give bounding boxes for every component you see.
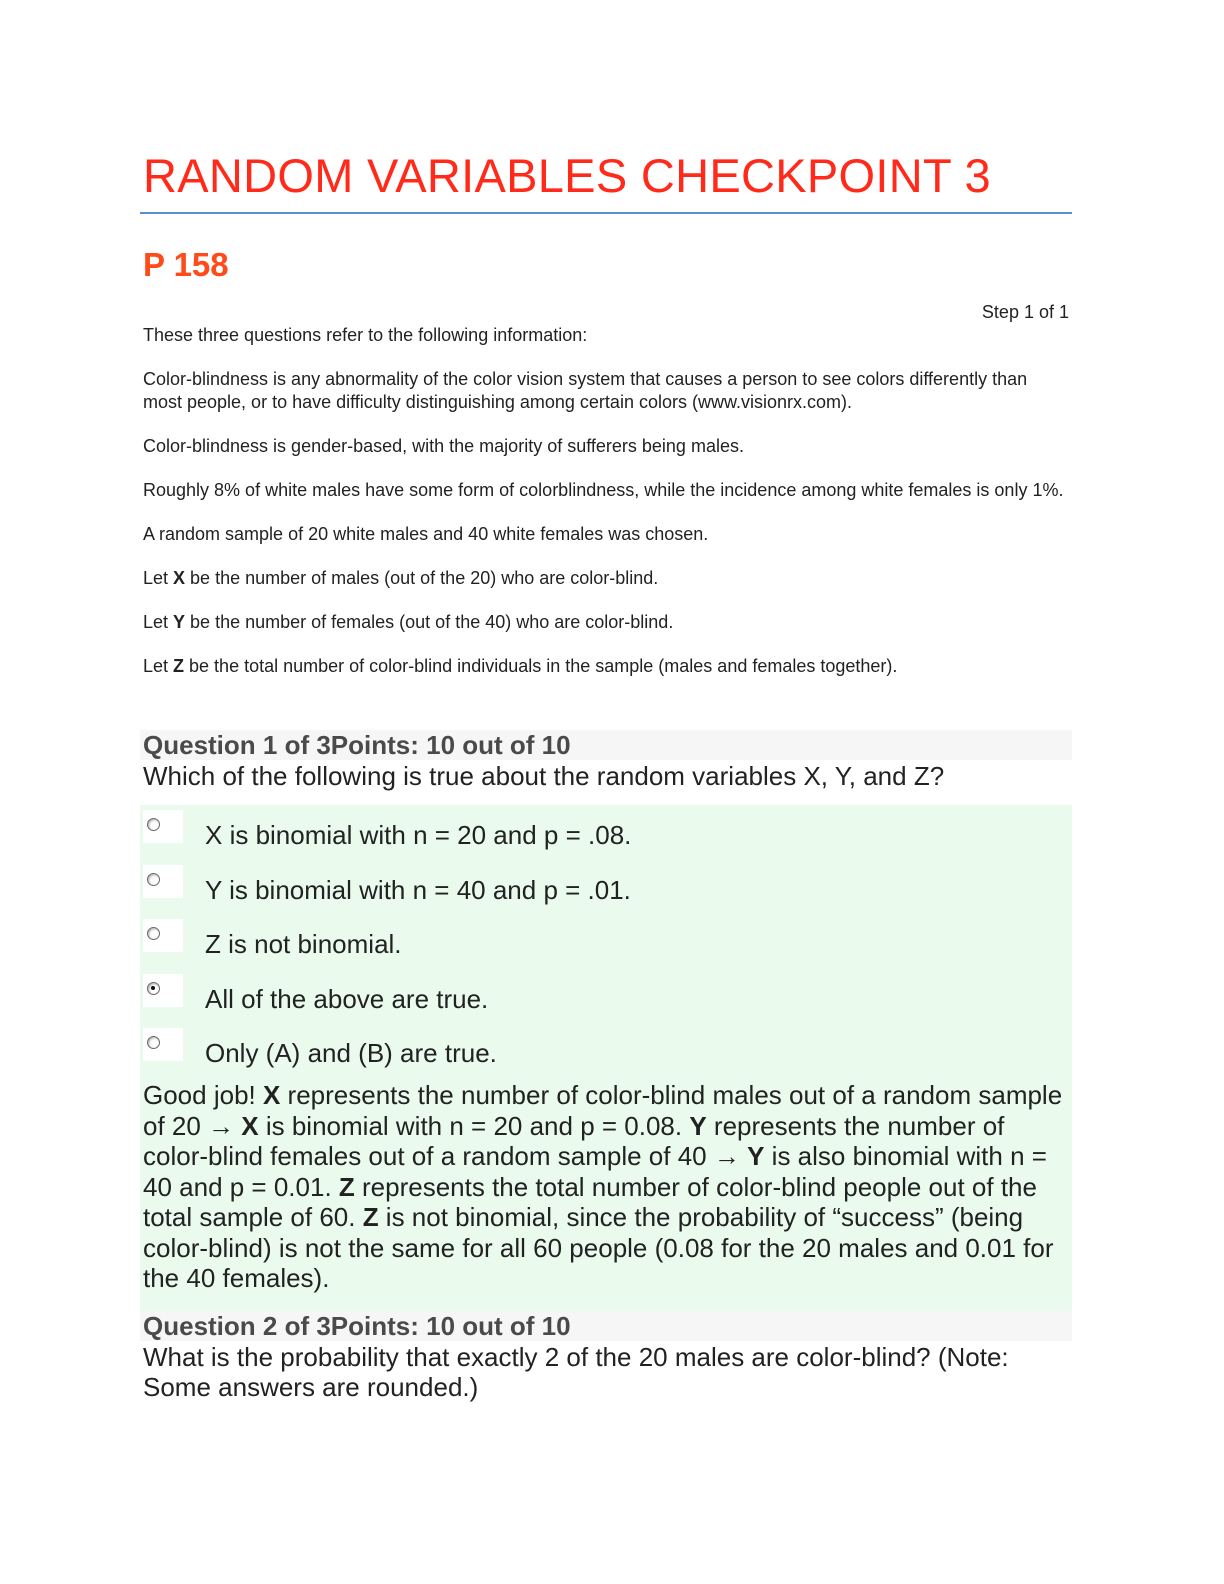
option-label: Only (A) and (B) are true. (205, 1038, 497, 1068)
variable-y-definition: Let Y be the number of females (out of the 40) who are color-blind. (143, 612, 674, 632)
answer-feedback: Good job! X represents the number of color-blind males out of a random sample of 20 → X is binomial with n = 20 and p = 0.08. Y represents the number of color-blind females out of a random sample of 40 → Y is also binomial with n = 40 and p = 0.01. Z represents the total number of color-blind people out of the total sample of 60. Z is not binomial, since the probability of “success” (being color-blind) is not the same for all 60 people (0.08 for the 20 males and 0.01 for the 40 females). (143, 1080, 1063, 1293)
variable-x-definition: Let X be the number of males (out of the 20) who are color-blind. (143, 568, 659, 588)
option-label: Z is not binomial. (205, 929, 402, 959)
radio-button[interactable] (147, 818, 160, 831)
question-1-prompt: Which of the following is true about the random variables X, Y, and Z? (143, 761, 945, 791)
answer-option-b[interactable] (143, 865, 1069, 915)
question-2-prompt: What is the probability that exactly 2 of the 20 males are color-blind? (Note: Some answers are rounded.) (143, 1342, 1009, 1402)
option-label: X is binomial with n = 20 and p = .08. (205, 820, 632, 850)
radio-button[interactable] (147, 1036, 160, 1049)
intro-paragraph: A random sample of 20 white males and 40 white females was chosen. (143, 524, 709, 544)
option-label: Y is binomial with n = 40 and p = .01. (205, 875, 631, 905)
answer-option-a[interactable] (143, 810, 1069, 860)
intro-lead: These three questions refer to the following information: (143, 325, 588, 345)
answer-option-d[interactable] (143, 974, 1069, 1024)
document-title: RANDOM VARIABLES CHECKPOINT 3 (143, 149, 991, 202)
question-2-header: Question 2 of 3Points: 10 out of 10 (140, 1311, 1072, 1341)
intro-paragraph: Color-blindness is any abnormality of the color vision system that causes a person to see colors differently than most people, or to have difficulty distinguishing among certain colors (www.visionrx.com). (143, 369, 1028, 412)
answer-option-e[interactable] (143, 1028, 1069, 1078)
answer-option-c[interactable] (143, 919, 1069, 969)
step-indicator: Step 1 of 1 (981, 302, 1069, 322)
variable-z-definition: Let Z be the total number of color-blind individuals in the sample (males and females together). (143, 656, 898, 676)
intro-paragraph: Color-blindness is gender-based, with the majority of sufferers being males. (143, 436, 744, 456)
radio-button[interactable] (147, 873, 160, 886)
title-divider (140, 212, 1072, 214)
question-1-header: Question 1 of 3Points: 10 out of 10 (140, 730, 1072, 760)
page-reference: P 158 (143, 246, 229, 283)
option-label: All of the above are true. (205, 984, 489, 1014)
radio-button-selected[interactable] (147, 982, 160, 995)
intro-paragraph: Roughly 8% of white males have some form of colorblindness, while the incidence among white females is only 1%. (143, 480, 1064, 500)
radio-button[interactable] (147, 927, 160, 940)
intro-section (143, 324, 1069, 699)
